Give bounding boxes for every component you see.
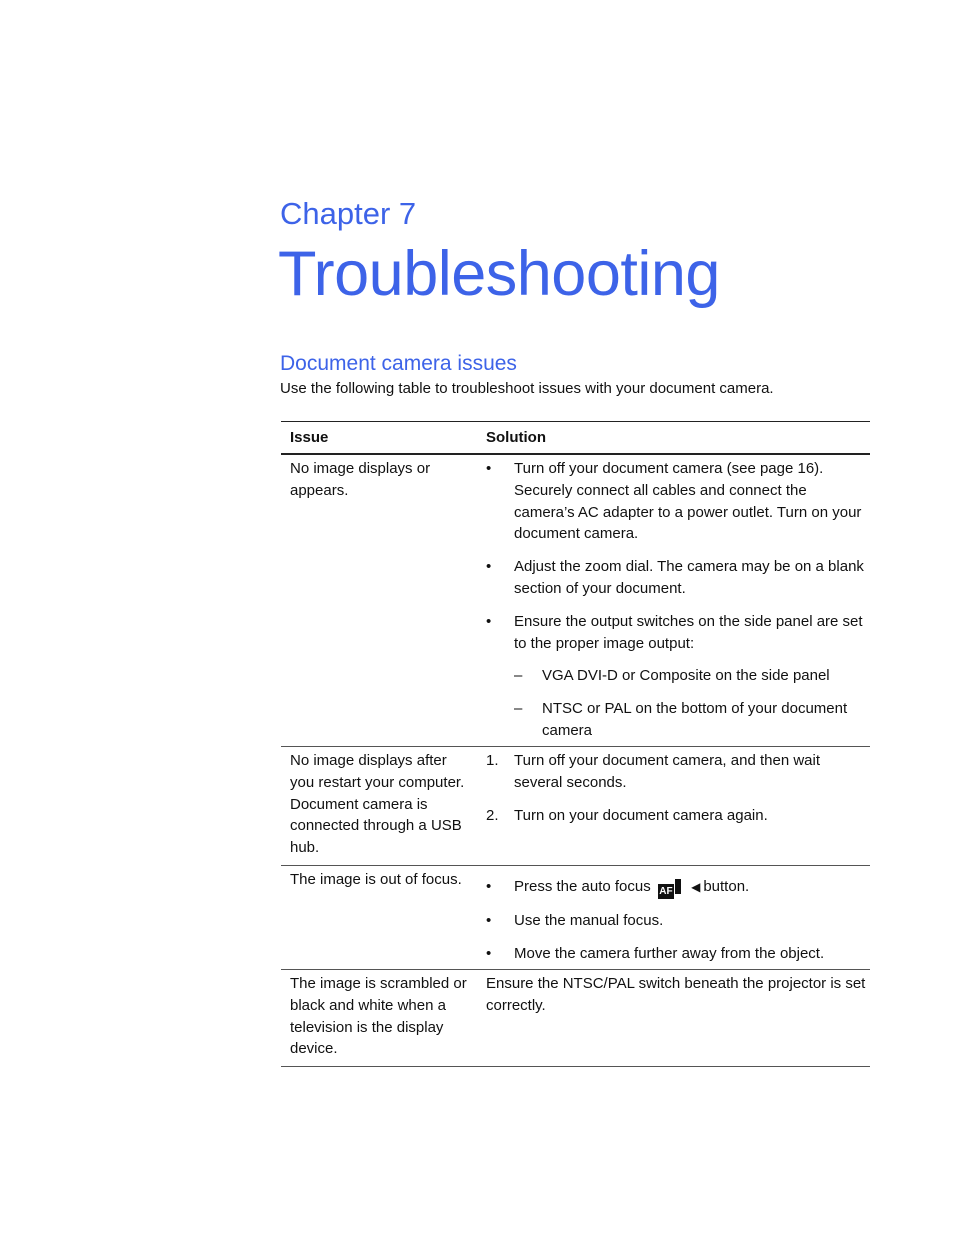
- sub-list-item: [486, 665, 866, 687]
- left-arrow-icon: ◀: [691, 880, 701, 894]
- table-header: [281, 422, 870, 455]
- list-item: [486, 876, 866, 899]
- list-item-text: Use the manual focus.: [514, 912, 664, 929]
- list-item-text: Ensure the output switches on the side panel are set to the proper image output:: [514, 612, 863, 652]
- list-item-text: Turn on your document camera again.: [514, 806, 768, 824]
- page-title: Troubleshooting: [278, 239, 720, 309]
- list-item-text: Press the auto focus: [514, 878, 651, 895]
- list-item-text: button.: [703, 878, 750, 895]
- bullet-mark: •: [486, 460, 492, 477]
- list-item-text: Turn off your document camera (see page 16). Securely connect all cables and connect the camera’s AC adapter to a power outlet. Turn on your document camera.: [514, 460, 862, 543]
- sub-list-item-text: NTSC or PAL on the bottom of your document camera: [542, 700, 848, 739]
- list-item-text: Adjust the zoom dial. The camera may be on a blank section of your document.: [514, 558, 864, 597]
- bullet-mark: •: [486, 558, 492, 576]
- solution-cell: Ensure the NTSC/PAL switch beneath the projector is set correctly.: [486, 975, 866, 1014]
- list-item-text: Turn off your document camera, and then wait several seconds.: [514, 752, 820, 791]
- bullet-mark: •: [486, 912, 492, 929]
- focus-bar-icon: [675, 879, 681, 894]
- list-item: [486, 910, 866, 932]
- bullet-mark: •: [486, 612, 492, 630]
- solution-cell: [486, 750, 866, 837]
- sub-list-item-text: VGA DVI-D or Composite on the side panel: [542, 667, 830, 685]
- table-row: [281, 866, 870, 970]
- issue-cell: No image displays after you restart your computer. Document camera is connected through a USB hub.: [290, 752, 465, 857]
- dash-mark: –: [514, 667, 523, 685]
- issue-cell: The image is out of focus.: [290, 871, 462, 888]
- list-item: [486, 611, 866, 655]
- number-mark: 1.: [486, 752, 499, 769]
- list-item: [486, 805, 866, 827]
- header-solution: Solution: [486, 429, 546, 446]
- table-row: [281, 455, 870, 747]
- list-item: [486, 556, 866, 600]
- list-item-text: Move the camera further away from the object.: [514, 944, 825, 962]
- issue-cell: No image displays or appears.: [290, 460, 431, 499]
- table-row: [281, 970, 870, 1067]
- issue-cell: The image is scrambled or black and white when a television is the display device.: [290, 975, 467, 1058]
- table-row: [281, 747, 870, 866]
- header-issue: Issue: [290, 429, 329, 446]
- chapter-label: Chapter 7: [280, 196, 417, 231]
- dash-mark: –: [514, 700, 523, 718]
- list-item: [486, 943, 866, 965]
- auto-focus-icon: AF: [659, 886, 673, 897]
- solution-cell: [486, 458, 866, 742]
- section-intro: Use the following table to troubleshoot issues with your document camera.: [280, 380, 774, 397]
- section-heading: Document camera issues: [280, 352, 517, 375]
- bullet-mark: •: [486, 878, 492, 895]
- number-mark: 2.: [486, 806, 499, 824]
- list-item: [486, 750, 866, 794]
- solution-cell: [486, 876, 866, 976]
- troubleshooting-table: [281, 421, 870, 1067]
- sub-list-item: [486, 698, 866, 742]
- bullet-mark: •: [486, 944, 492, 962]
- list-item: [486, 458, 866, 545]
